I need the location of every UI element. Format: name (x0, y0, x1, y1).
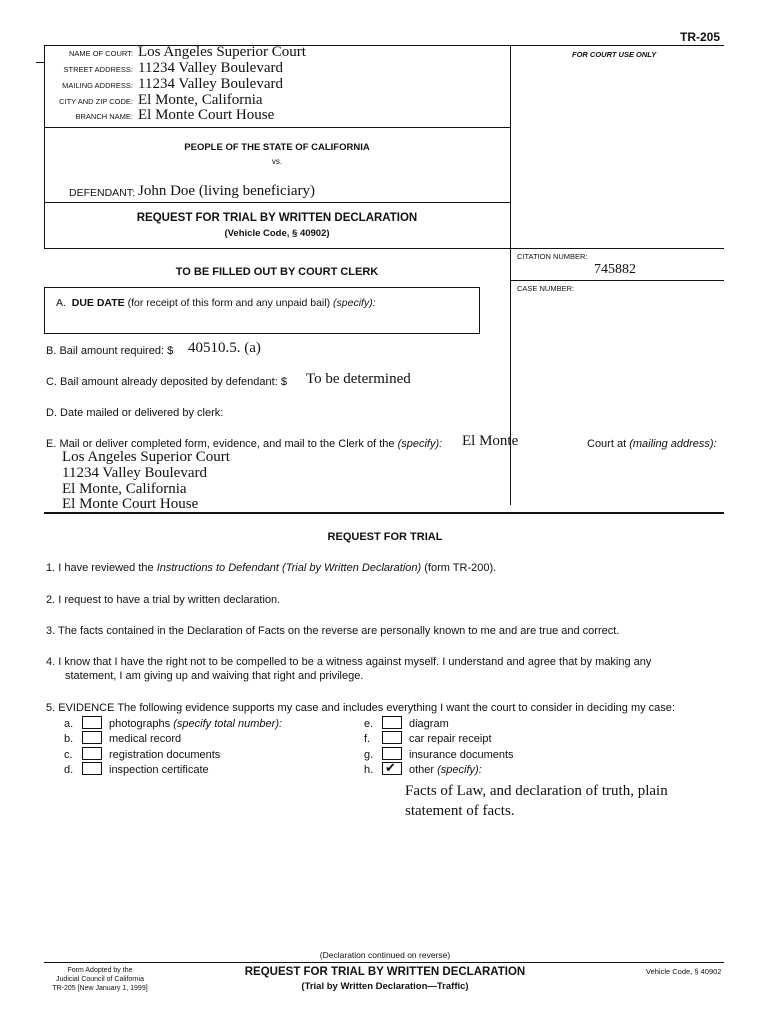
bail-required-label: B. Bail amount required: $ (46, 345, 174, 357)
footer-rule (44, 962, 724, 963)
evidence-d-checkbox[interactable] (82, 762, 102, 775)
court-at-mailing: (mailing address): (629, 438, 717, 450)
evidence-a-checkbox[interactable] (82, 716, 102, 729)
evidence-a-text: photographs (109, 718, 171, 730)
defendant-value[interactable]: John Doe (living beneficiary) (138, 183, 316, 199)
branch-name-value[interactable]: El Monte Court House (138, 107, 275, 123)
evidence-f-checkbox[interactable] (382, 731, 402, 744)
item-1-italic: Instructions to Defendant (Trial by Written Declaration) (156, 562, 422, 574)
footer-code: Vehicle Code, § 40902 (646, 967, 722, 976)
item-3: 3. The facts contained in the Declaration of Facts on the reverse are personally known to me and are true and correct. (46, 625, 620, 637)
bail-deposited-label: C. Bail amount already deposited by defendant: $ (46, 376, 287, 388)
branch-name-label: BRANCH NAME: (75, 112, 133, 121)
evidence-g-letter: g. (364, 749, 374, 761)
evidence-c-checkbox[interactable] (82, 747, 102, 760)
mail-clerk-value[interactable]: El Monte (462, 433, 519, 449)
evidence-h-label (409, 764, 482, 776)
street-address-label: STREET ADDRESS: (63, 65, 133, 74)
address-line-4[interactable]: El Monte Court House (62, 496, 199, 512)
evidence-c-letter: c. (64, 749, 73, 761)
court-use-only: FOR COURT USE ONLY (572, 50, 657, 59)
other-specify-line-1[interactable]: Facts of Law, and declaration of truth, plain (405, 783, 668, 799)
item-1-post: (form TR-200). (424, 562, 497, 574)
item-4-line-2: statement, I am giving up and waiving that right and privilege. (65, 670, 364, 682)
evidence-a-letter: a. (64, 718, 74, 730)
evidence-h-letter: h. (364, 764, 374, 776)
evidence-f-label: car repair receipt (409, 733, 492, 745)
citation-number-label: CITATION NUMBER: (517, 252, 588, 261)
defendant-label: DEFENDANT: (69, 187, 135, 199)
evidence-b-letter: b. (64, 733, 74, 745)
form-subtitle: (Vehicle Code, § 40902) (224, 228, 330, 239)
due-date-label (56, 297, 376, 309)
evidence-h-specify: (specify): (437, 764, 482, 776)
due-date-bold: DUE DATE (71, 297, 125, 309)
address-line-3[interactable]: El Monte, California (62, 481, 187, 497)
court-info-rule (44, 127, 510, 128)
mail-clerk-text: E. Mail or deliver completed form, evidence, and mail to the Clerk of the (46, 438, 395, 450)
title-rule (44, 248, 724, 249)
clerk-heading: TO BE FILLED OUT BY COURT CLERK (175, 266, 379, 278)
court-at-text: Court at (587, 438, 627, 450)
due-date-specify: (specify): (333, 297, 376, 309)
other-specify-line-2[interactable]: statement of facts. (405, 803, 515, 819)
due-date-rest: (for receipt of this form and any unpaid bail) (127, 297, 331, 309)
court-name-value[interactable]: Los Angeles Superior Court (138, 44, 306, 60)
mailing-address-label: MAILING ADDRESS: (62, 81, 133, 90)
bail-deposited-value[interactable]: To be determined (306, 371, 411, 387)
vs-caption: vs. (271, 157, 283, 166)
evidence-a-label (109, 718, 282, 730)
date-mailed-label: D. Date mailed or delivered by clerk: (46, 407, 224, 419)
evidence-d-letter: d. (64, 764, 74, 776)
evidence-g-label: insurance documents (409, 749, 514, 761)
due-date-letter: A. (56, 297, 66, 309)
evidence-e-checkbox[interactable] (382, 716, 402, 729)
people-caption: PEOPLE OF THE STATE OF CALIFORNIA (184, 142, 370, 153)
adopted-line-2: Judicial Council of California (56, 976, 144, 983)
form-title: REQUEST FOR TRIAL BY WRITTEN DECLARATION (136, 212, 418, 224)
item-2: 2. I request to have a trial by written declaration. (46, 594, 281, 606)
evidence-b-label: medical record (109, 733, 182, 745)
evidence-h-text: other (409, 764, 435, 776)
city-zip-value[interactable]: El Monte, California (138, 92, 263, 108)
evidence-f-letter: f. (364, 733, 371, 745)
section-rule (44, 512, 724, 514)
evidence-g-checkbox[interactable] (382, 747, 402, 760)
form-id: TR-205 (680, 30, 721, 44)
item-1 (46, 562, 496, 574)
evidence-c-label: registration documents (109, 749, 221, 761)
footer-subtitle: (Trial by Written Declaration—Traffic) (301, 981, 469, 992)
court-at-label (587, 438, 717, 450)
evidence-e-letter: e. (364, 718, 374, 730)
footer-title: REQUEST FOR TRIAL BY WRITTEN DECLARATION (244, 966, 526, 978)
bail-required-value[interactable]: 40510.5. (a) (188, 340, 261, 356)
citation-number-value[interactable]: 745882 (594, 262, 636, 277)
check-mark-icon: ✔ (385, 760, 396, 775)
evidence-d-label: inspection certificate (109, 764, 209, 776)
item-1-pre: 1. I have reviewed the (46, 562, 154, 574)
citation-rule (510, 280, 724, 281)
request-heading: REQUEST FOR TRIAL (327, 531, 443, 543)
adopted-line-1: Form Adopted by the (67, 967, 133, 974)
adopted-line-3: TR-205 [New January 1, 1999] (52, 985, 148, 992)
evidence-b-checkbox[interactable] (82, 731, 102, 744)
street-address-value[interactable]: 11234 Valley Boulevard (138, 60, 283, 76)
item-5: 5. EVIDENCE The following evidence supports my case and includes everything I want the court to consider in deciding my case: (46, 702, 675, 714)
court-name-label: NAME OF COURT: (68, 49, 133, 58)
evidence-h-checkbox[interactable] (382, 762, 402, 775)
evidence-e-label: diagram (409, 718, 449, 730)
due-date-box[interactable] (44, 287, 480, 334)
address-line-1[interactable]: Los Angeles Superior Court (62, 449, 230, 465)
city-zip-label: CITY AND ZIP CODE: (59, 97, 133, 106)
case-number-label: CASE NUMBER: (517, 284, 575, 293)
item-4-line-1: 4. I know that I have the right not to be compelled to be a witness against myself. I understand and agree that by making any (46, 656, 652, 668)
tick-mark (36, 62, 45, 63)
mail-clerk-specify: (specify): (397, 438, 443, 450)
evidence-a-specify: (specify total number): (173, 718, 283, 730)
adopted-block (30, 966, 170, 993)
address-line-2[interactable]: 11234 Valley Boulevard (62, 465, 207, 481)
continued-note: (Declaration continued on reverse) (319, 950, 451, 960)
mailing-address-value[interactable]: 11234 Valley Boulevard (138, 76, 283, 92)
caption-rule (44, 202, 510, 203)
